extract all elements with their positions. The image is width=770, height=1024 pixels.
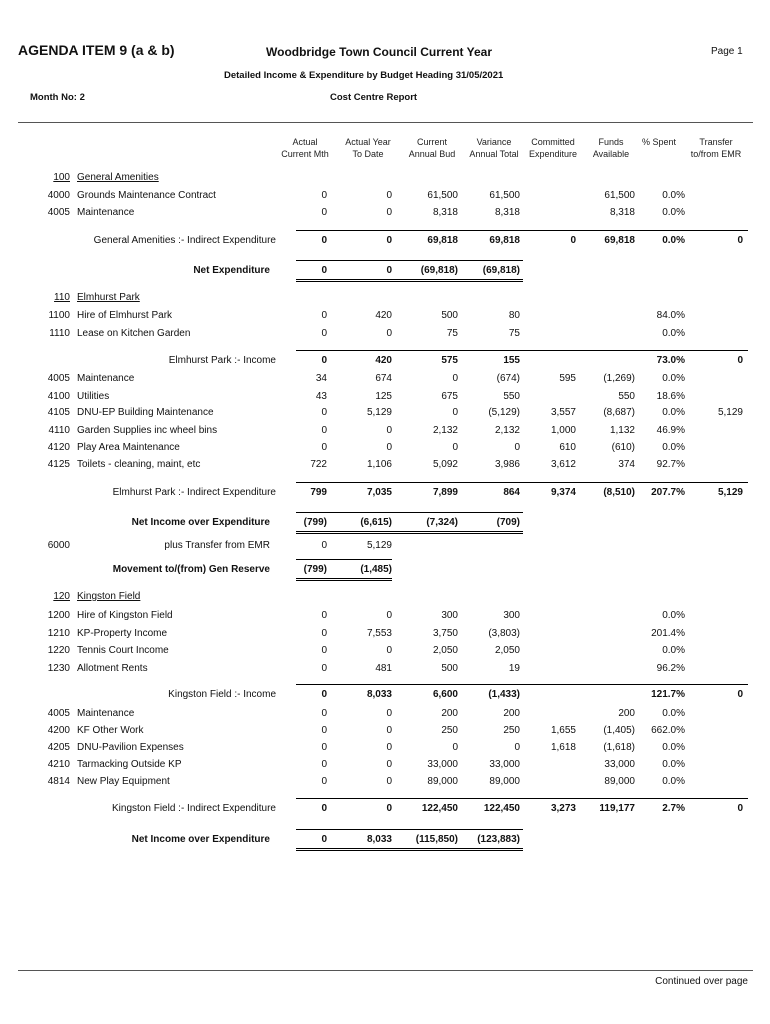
row-code: 110 xyxy=(54,292,70,303)
column-header-line2: Available xyxy=(592,149,630,159)
cell-value: 0 xyxy=(386,207,392,218)
row-code: 1220 xyxy=(47,645,70,656)
row-code: 1230 xyxy=(47,663,70,674)
month-number: Month No: 2 xyxy=(30,92,85,103)
cell-value: 0.0% xyxy=(662,373,685,384)
column-header-line2: Annual Total xyxy=(469,149,519,159)
net-double-rule xyxy=(296,848,523,851)
cell-value: 0 xyxy=(321,663,327,674)
column-header-line1: Funds xyxy=(598,137,624,147)
cell-value: 200 xyxy=(503,708,520,719)
cell-value: 34 xyxy=(315,373,327,384)
cell-value: 0 xyxy=(452,373,458,384)
cell-value: 1,106 xyxy=(366,459,392,470)
row-description: Play Area Maintenance xyxy=(77,442,180,453)
table-row xyxy=(0,310,770,324)
row-description: Grounds Maintenance Contract xyxy=(77,190,216,201)
cell-value: 0 xyxy=(737,689,743,700)
row-description: Maintenance xyxy=(77,708,135,719)
cell-value: 80 xyxy=(508,310,520,321)
cell-value: 5,129 xyxy=(717,487,743,498)
table-row xyxy=(0,442,770,456)
cell-value: 201.4% xyxy=(651,628,685,639)
cell-value: 18.6% xyxy=(656,391,685,402)
cell-value: 69,818 xyxy=(489,235,520,246)
row-description: Hire of Kingston Field xyxy=(77,610,173,621)
header-divider xyxy=(18,122,753,123)
column-header-line2: Current Mth xyxy=(281,149,329,159)
cell-value: 0 xyxy=(386,645,392,656)
cell-value: 61,500 xyxy=(489,190,520,201)
row-description: Elmhurst Park xyxy=(77,292,140,303)
row-description: Tennis Court Income xyxy=(77,645,169,656)
column-header-line1: Current xyxy=(416,137,447,147)
column-header-line2: to/from EMR xyxy=(690,149,742,159)
cell-value: 61,500 xyxy=(427,190,458,201)
cell-value: 0 xyxy=(737,355,743,366)
cell-value: 2,050 xyxy=(432,645,458,656)
cell-value: 5,129 xyxy=(717,407,743,418)
cell-value: 0 xyxy=(321,759,327,770)
net-double-rule xyxy=(296,578,392,581)
report-subtitle: Detailed Income & Expenditure by Budget Heading 31/05/2021 xyxy=(224,70,504,81)
cell-value: 575 xyxy=(441,355,458,366)
cell-value: 0 xyxy=(452,442,458,453)
row-code: 4814 xyxy=(47,776,70,787)
cell-value: 0 xyxy=(321,407,327,418)
row-description: Allotment Rents xyxy=(77,663,148,674)
cell-value: (5,129) xyxy=(488,407,520,418)
cell-value: 0 xyxy=(386,442,392,453)
row-code: 1200 xyxy=(47,610,70,621)
cell-value: 722 xyxy=(310,459,327,470)
net-rule xyxy=(296,260,523,261)
cell-value: 125 xyxy=(375,391,392,402)
cell-value: 0 xyxy=(386,708,392,719)
cell-value: 7,553 xyxy=(366,628,392,639)
table-row xyxy=(0,776,770,790)
row-code: 4105 xyxy=(47,407,70,418)
row-description: DNU-Pavilion Expenses xyxy=(77,742,184,753)
cell-value: 0 xyxy=(386,803,392,814)
movement-row xyxy=(0,564,770,578)
table-row xyxy=(0,391,770,405)
cell-value: 1,132 xyxy=(609,425,635,436)
row-code: 4125 xyxy=(47,459,70,470)
cell-value: 0 xyxy=(321,355,327,366)
table-row xyxy=(0,645,770,659)
cell-value: 5,129 xyxy=(366,540,392,551)
row-code: 4005 xyxy=(47,373,70,384)
cell-value: 19 xyxy=(508,663,520,674)
cell-value: 0 xyxy=(321,190,327,201)
footer-divider xyxy=(18,970,753,971)
cell-value: 420 xyxy=(375,310,392,321)
table-row xyxy=(0,407,770,421)
cell-value: 0 xyxy=(321,725,327,736)
cell-value: 550 xyxy=(618,391,635,402)
row-description: DNU-EP Building Maintenance xyxy=(77,407,214,418)
cell-value: 610 xyxy=(559,442,576,453)
cell-value: 0 xyxy=(321,742,327,753)
column-header-line1: Committed xyxy=(531,137,575,147)
report-title: Woodbridge Town Council Current Year xyxy=(266,45,493,59)
cell-value: 0 xyxy=(321,265,327,276)
continued-note: Continued over page xyxy=(655,976,748,987)
total-row xyxy=(0,355,770,369)
cost-centre-label: Cost Centre Report xyxy=(330,92,418,103)
cell-value: (1,269) xyxy=(603,373,635,384)
cell-value: 500 xyxy=(441,310,458,321)
net-double-rule xyxy=(296,279,523,282)
cell-value: 75 xyxy=(508,328,520,339)
cell-value: 420 xyxy=(375,355,392,366)
cell-value: (1,618) xyxy=(603,742,635,753)
column-header-line1: Variance xyxy=(476,137,512,147)
row-description: Lease on Kitchen Garden xyxy=(77,328,191,339)
cell-value: 6,600 xyxy=(432,689,458,700)
row-code: 4205 xyxy=(47,742,70,753)
table-row xyxy=(0,742,770,756)
cell-value: 0 xyxy=(386,190,392,201)
section-heading xyxy=(0,292,770,306)
total-row xyxy=(0,689,770,703)
cell-value: 75 xyxy=(446,328,458,339)
total-rule xyxy=(296,684,748,685)
cell-value: 0.0% xyxy=(662,442,685,453)
cell-value: 0 xyxy=(386,328,392,339)
total-rule xyxy=(296,230,748,231)
cell-value: 0.0% xyxy=(662,190,685,201)
row-description: plus Transfer from EMR xyxy=(164,540,270,551)
cell-value: 89,000 xyxy=(604,776,635,787)
page-number: Page 1 xyxy=(711,46,743,57)
cell-value: 92.7% xyxy=(656,459,685,470)
row-code: 120 xyxy=(53,591,70,602)
row-description: General Amenities xyxy=(77,172,159,183)
cell-value: (1,405) xyxy=(603,725,635,736)
cell-value: 675 xyxy=(441,391,458,402)
cell-value: 7,899 xyxy=(432,487,458,498)
cell-value: 0.0% xyxy=(662,328,685,339)
cell-value: 550 xyxy=(503,391,520,402)
cell-value: 0 xyxy=(386,742,392,753)
agenda-label: AGENDA ITEM 9 (a & b) xyxy=(18,42,175,58)
cell-value: 155 xyxy=(503,355,520,366)
net-double-rule xyxy=(296,531,523,534)
row-description: General Amenities :- Indirect Expenditure xyxy=(93,235,276,246)
cell-value: 84.0% xyxy=(656,310,685,321)
cell-value: 0 xyxy=(321,834,327,845)
cell-value: 0.0% xyxy=(662,610,685,621)
column-header-line1: Transfer xyxy=(699,137,733,147)
cell-value: 0 xyxy=(321,310,327,321)
row-code: 4100 xyxy=(47,391,70,402)
cell-value: 207.7% xyxy=(651,487,685,498)
row-description: New Play Equipment xyxy=(77,776,170,787)
row-description: KP-Property Income xyxy=(77,628,168,639)
cell-value: 2.7% xyxy=(662,803,685,814)
cell-value: 89,000 xyxy=(489,776,520,787)
plus-row xyxy=(0,540,770,554)
cell-value: (123,883) xyxy=(477,834,520,845)
row-description: Tarmacking Outside KP xyxy=(77,759,182,770)
row-description: Kingston Field :- Income xyxy=(168,689,276,700)
cell-value: (610) xyxy=(611,442,635,453)
cell-value: 1,618 xyxy=(550,742,576,753)
column-header-line1: Actual xyxy=(292,137,318,147)
row-description: Kingston Field :- Indirect Expenditure xyxy=(112,803,276,814)
cell-value: (674) xyxy=(496,373,520,384)
row-description: Elmhurst Park :- Income xyxy=(168,355,276,366)
table-row xyxy=(0,663,770,677)
cell-value: (115,850) xyxy=(415,834,458,845)
column-header-line2: To Date xyxy=(352,149,384,159)
cell-value: 2,132 xyxy=(494,425,520,436)
cell-value: 0 xyxy=(321,708,327,719)
cell-value: 46.9% xyxy=(656,425,685,436)
cell-value: 250 xyxy=(503,725,520,736)
row-code: 4110 xyxy=(48,425,70,436)
cell-value: 8,033 xyxy=(366,834,392,845)
total-rule xyxy=(296,350,748,351)
cell-value: 0.0% xyxy=(662,776,685,787)
cell-value: 0.0% xyxy=(662,708,685,719)
table-row xyxy=(0,725,770,739)
row-description: Maintenance xyxy=(77,207,135,218)
row-code: 4210 xyxy=(47,759,70,770)
cell-value: (799) xyxy=(303,517,327,528)
row-description: Utilities xyxy=(77,391,110,402)
net-row xyxy=(0,517,770,531)
cell-value: 0 xyxy=(321,610,327,621)
cell-value: (6,615) xyxy=(360,517,392,528)
row-code: 4000 xyxy=(47,190,70,201)
cell-value: (7,324) xyxy=(426,517,458,528)
total-row xyxy=(0,803,770,817)
cell-value: 0.0% xyxy=(662,645,685,656)
row-description: Hire of Elmhurst Park xyxy=(77,310,173,321)
cell-value: 0 xyxy=(570,235,576,246)
cell-value: (799) xyxy=(303,564,327,575)
cell-value: 69,818 xyxy=(604,235,635,246)
cell-value: 0 xyxy=(386,265,392,276)
cell-value: 0 xyxy=(386,759,392,770)
cell-value: 0 xyxy=(386,776,392,787)
total-rule xyxy=(296,798,748,799)
cell-value: 73.0% xyxy=(656,355,685,366)
cell-value: 0 xyxy=(321,689,327,700)
cell-value: 89,000 xyxy=(427,776,458,787)
column-header-line2: Annual Bud xyxy=(408,149,456,159)
row-code: 4005 xyxy=(47,708,70,719)
cell-value: 0 xyxy=(321,425,327,436)
cell-value: 674 xyxy=(375,373,392,384)
cell-value: 0 xyxy=(321,645,327,656)
cell-value: 0 xyxy=(321,803,327,814)
table-row xyxy=(0,328,770,342)
section-heading xyxy=(0,172,770,186)
cell-value: (8,687) xyxy=(603,407,635,418)
cell-value: (1,485) xyxy=(360,564,392,575)
cell-value: 33,000 xyxy=(489,759,520,770)
cell-value: 3,612 xyxy=(550,459,576,470)
row-code: 1100 xyxy=(48,310,70,321)
cell-value: 121.7% xyxy=(651,689,685,700)
column-header-line2: Expenditure xyxy=(528,149,578,159)
cell-value: 0.0% xyxy=(662,759,685,770)
cell-value: 250 xyxy=(441,725,458,736)
cell-value: 0.0% xyxy=(662,407,685,418)
column-header-line1: Actual Year xyxy=(345,137,391,147)
cell-value: 3,273 xyxy=(550,803,576,814)
column-header-line1: % Spent xyxy=(641,137,677,147)
cell-value: (69,818) xyxy=(420,265,458,276)
row-code: 4120 xyxy=(47,442,70,453)
row-description: Garden Supplies inc wheel bins xyxy=(77,425,218,436)
cell-value: 8,033 xyxy=(366,689,392,700)
cell-value: 69,818 xyxy=(427,235,458,246)
cell-value: 0 xyxy=(737,235,743,246)
cell-value: 0 xyxy=(514,442,520,453)
net-rule xyxy=(296,512,523,513)
row-description: Net Expenditure xyxy=(193,265,270,276)
cell-value: 799 xyxy=(310,487,327,498)
table-row xyxy=(0,610,770,624)
cell-value: 0 xyxy=(386,610,392,621)
cell-value: 0 xyxy=(321,207,327,218)
cell-value: 200 xyxy=(618,708,635,719)
cell-value: 0 xyxy=(386,425,392,436)
cell-value: 43 xyxy=(315,391,327,402)
row-code: 1110 xyxy=(49,328,70,339)
cell-value: 96.2% xyxy=(656,663,685,674)
cell-value: 0 xyxy=(321,235,327,246)
total-row xyxy=(0,487,770,501)
row-description: Movement to/(from) Gen Reserve xyxy=(112,564,270,575)
cell-value: 374 xyxy=(618,459,635,470)
cell-value: 119,177 xyxy=(599,803,635,814)
table-row xyxy=(0,759,770,773)
cell-value: 200 xyxy=(441,708,458,719)
cell-value: 0 xyxy=(514,742,520,753)
table-row xyxy=(0,628,770,642)
net-rule xyxy=(296,829,523,830)
row-code: 1210 xyxy=(47,628,70,639)
column-header xyxy=(676,136,756,160)
row-description: KF Other Work xyxy=(77,725,144,736)
cell-value: 1,655 xyxy=(550,725,576,736)
cell-value: 0 xyxy=(321,442,327,453)
total-row xyxy=(0,235,770,249)
cell-value: 8,318 xyxy=(494,207,520,218)
net-rule xyxy=(296,559,392,560)
row-description: Kingston Field xyxy=(77,591,141,602)
table-row xyxy=(0,207,770,221)
cell-value: (709) xyxy=(496,517,520,528)
net-row xyxy=(0,265,770,279)
cell-value: 300 xyxy=(503,610,520,621)
net-row xyxy=(0,834,770,848)
cell-value: (3,803) xyxy=(488,628,520,639)
cell-value: (8,510) xyxy=(603,487,635,498)
cell-value: 0.0% xyxy=(662,207,685,218)
section-heading xyxy=(0,591,770,605)
cell-value: 0 xyxy=(452,742,458,753)
cell-value: 3,750 xyxy=(432,628,458,639)
cell-value: 0 xyxy=(321,776,327,787)
cell-value: 595 xyxy=(559,373,576,384)
cell-value: 500 xyxy=(441,663,458,674)
table-row xyxy=(0,373,770,387)
cell-value: 0 xyxy=(321,540,327,551)
row-code: 4200 xyxy=(47,725,70,736)
cell-value: 2,132 xyxy=(432,425,458,436)
row-description: Maintenance xyxy=(77,373,135,384)
total-rule xyxy=(296,482,748,483)
table-row xyxy=(0,708,770,722)
cell-value: 3,557 xyxy=(550,407,576,418)
cell-value: 0 xyxy=(386,235,392,246)
cell-value: 0 xyxy=(321,328,327,339)
cell-value: 61,500 xyxy=(604,190,635,201)
cell-value: 0 xyxy=(386,725,392,736)
cell-value: 0 xyxy=(737,803,743,814)
row-code: 4005 xyxy=(47,207,70,218)
row-description: Elmhurst Park :- Indirect Expenditure xyxy=(112,487,276,498)
row-description: Net Income over Expenditure xyxy=(131,834,270,845)
cell-value: 122,450 xyxy=(483,803,520,814)
cell-value: 864 xyxy=(503,487,520,498)
cell-value: 33,000 xyxy=(604,759,635,770)
cell-value: 0 xyxy=(452,407,458,418)
row-code: 6000 xyxy=(47,540,70,551)
row-description: Net Income over Expenditure xyxy=(131,517,270,528)
cell-value: 481 xyxy=(375,663,392,674)
row-description: Toilets - cleaning, maint, etc xyxy=(77,459,201,470)
cell-value: 1,000 xyxy=(550,425,576,436)
cell-value: 662.0% xyxy=(651,725,685,736)
cell-value: (1,433) xyxy=(488,689,520,700)
cell-value: 7,035 xyxy=(366,487,392,498)
table-row xyxy=(0,459,770,473)
cell-value: 3,986 xyxy=(494,459,520,470)
cell-value: 0.0% xyxy=(662,235,685,246)
cell-value: 33,000 xyxy=(427,759,458,770)
cell-value: 9,374 xyxy=(550,487,576,498)
cell-value: (69,818) xyxy=(482,265,520,276)
row-code: 100 xyxy=(53,172,70,183)
table-row xyxy=(0,190,770,204)
cell-value: 8,318 xyxy=(432,207,458,218)
cell-value: 300 xyxy=(441,610,458,621)
cell-value: 0.0% xyxy=(662,742,685,753)
cell-value: 122,450 xyxy=(421,803,458,814)
cell-value: 8,318 xyxy=(609,207,635,218)
cell-value: 2,050 xyxy=(494,645,520,656)
cell-value: 0 xyxy=(321,628,327,639)
table-row xyxy=(0,425,770,439)
cell-value: 5,129 xyxy=(366,407,392,418)
cell-value: 5,092 xyxy=(432,459,458,470)
